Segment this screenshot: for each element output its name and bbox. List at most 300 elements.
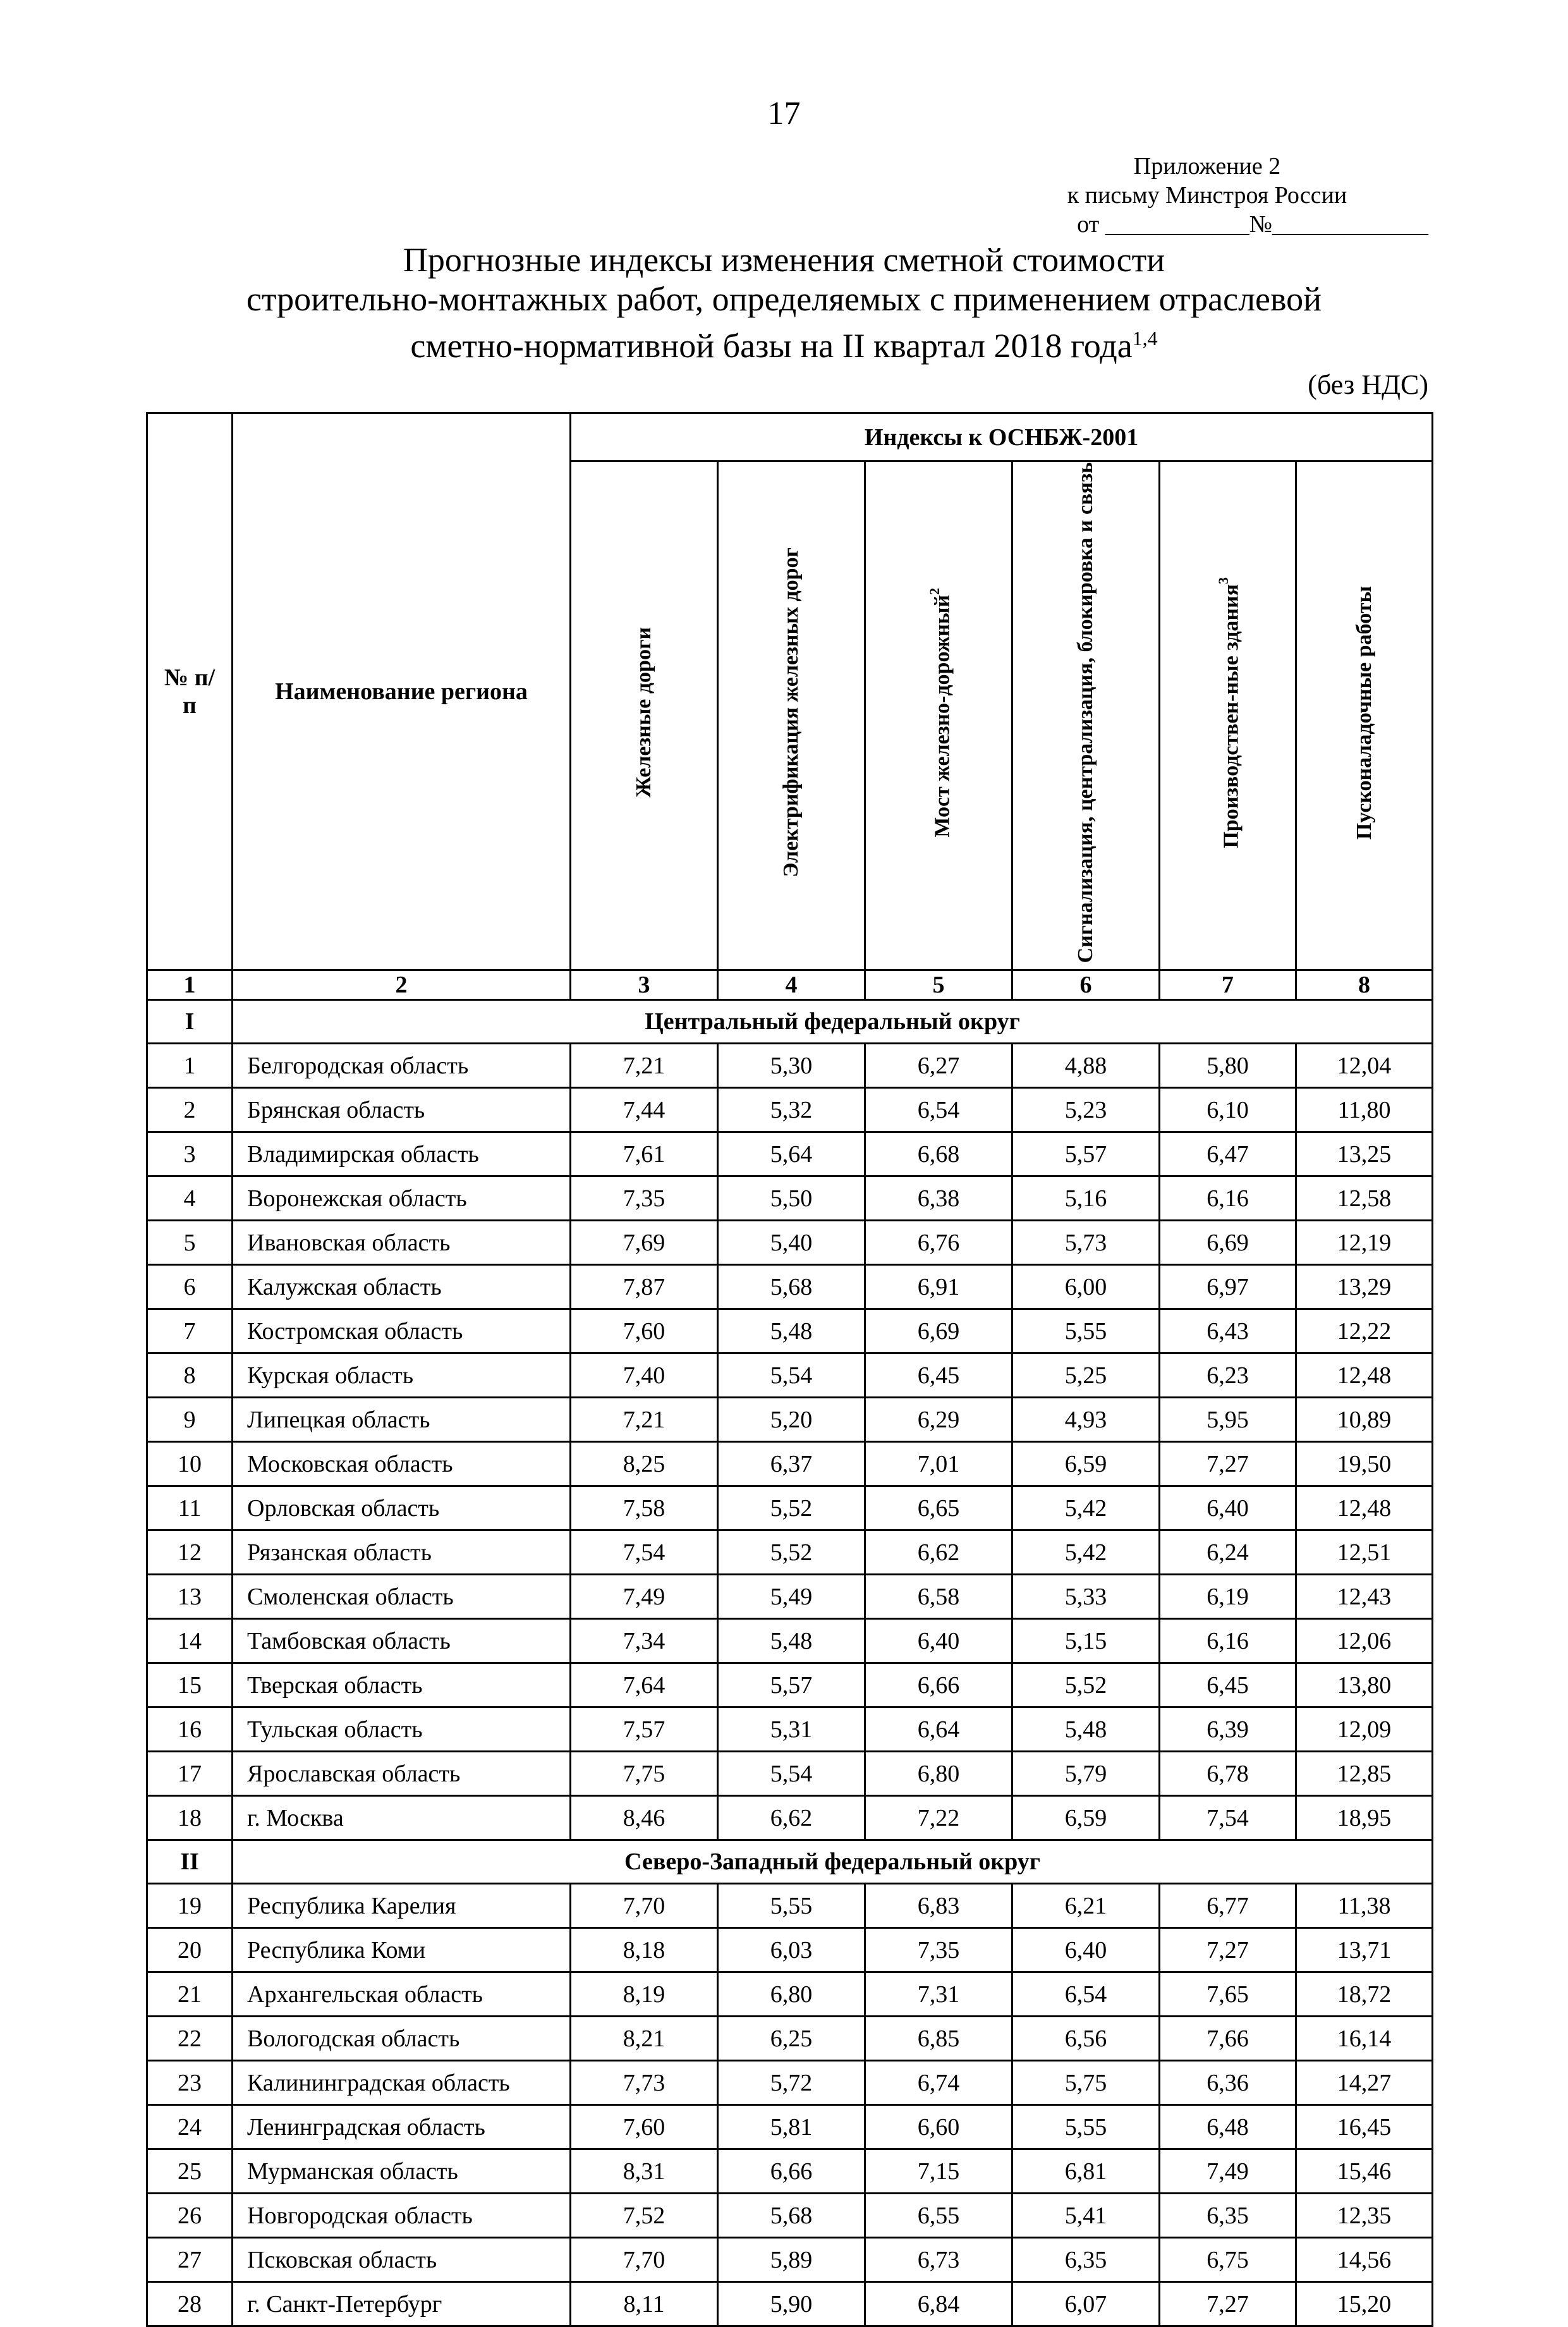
region-name: Ленинградская область [233, 2105, 571, 2149]
index-value: 12,58 [1296, 1176, 1433, 1221]
index-value: 7,57 [571, 1707, 718, 1752]
index-value: 7,27 [1160, 1928, 1296, 1972]
index-value: 6,73 [865, 2238, 1012, 2282]
index-value: 6,40 [1160, 1486, 1296, 1530]
index-value: 6,23 [1160, 1353, 1296, 1398]
row-number: 17 [147, 1752, 233, 1796]
index-value: 6,62 [865, 1530, 1012, 1575]
region-name: Вологодская область [233, 2017, 571, 2061]
index-value: 6,48 [1160, 2105, 1296, 2149]
index-value: 6,76 [865, 1221, 1012, 1265]
index-value: 12,22 [1296, 1309, 1433, 1353]
index-value: 12,35 [1296, 2194, 1433, 2238]
table-row [147, 1398, 1433, 1442]
index-value: 5,64 [718, 1132, 865, 1176]
index-value: 5,54 [718, 1752, 865, 1796]
table-row [147, 2149, 1433, 2194]
table-row [147, 1132, 1433, 1176]
district-row [147, 1000, 1433, 1044]
index-value: 6,21 [1012, 1884, 1160, 1928]
region-name: Липецкая область [233, 1398, 571, 1442]
district-name: Северо-Западный федеральный округ [233, 1840, 1433, 1884]
index-value: 6,54 [865, 1088, 1012, 1132]
appendix-line-2: к письму Минстроя России [1067, 182, 1347, 209]
index-value: 13,25 [1296, 1132, 1433, 1176]
price-index-table [146, 412, 1433, 2327]
index-value: 5,80 [1160, 1044, 1296, 1088]
index-value: 13,71 [1296, 1928, 1433, 1972]
index-value: 5,20 [718, 1398, 865, 1442]
index-value: 12,04 [1296, 1044, 1433, 1088]
col-header-index-label [1211, 577, 1244, 848]
region-name: Калужская область [233, 1265, 571, 1309]
index-value: 7,73 [571, 2061, 718, 2105]
index-value: 6,58 [865, 1575, 1012, 1619]
index-value: 8,19 [571, 1972, 718, 2017]
index-value: 5,55 [1012, 2105, 1160, 2149]
column-number: 3 [571, 970, 718, 1000]
index-value: 7,35 [571, 1176, 718, 1221]
index-value: 6,45 [865, 1353, 1012, 1398]
index-value: 8,25 [571, 1442, 718, 1486]
index-value: 6,24 [1160, 1530, 1296, 1575]
row-number: 19 [147, 1884, 233, 1928]
index-value: 7,27 [1160, 1442, 1296, 1486]
row-number: 14 [147, 1619, 233, 1663]
index-value: 6,55 [865, 2194, 1012, 2238]
index-value: 6,97 [1160, 1265, 1296, 1309]
index-value: 5,25 [1012, 1353, 1160, 1398]
column-number: 5 [865, 970, 1012, 1000]
row-number: 16 [147, 1707, 233, 1752]
index-value: 6,69 [1160, 1221, 1296, 1265]
region-name: Мурманская область [233, 2149, 571, 2194]
row-number: 6 [147, 1265, 233, 1309]
index-value: 7,58 [571, 1486, 718, 1530]
column-number: 7 [1160, 970, 1296, 1000]
index-value: 5,55 [718, 1884, 865, 1928]
index-value: 7,21 [571, 1044, 718, 1088]
row-number: 8 [147, 1353, 233, 1398]
region-name: Смоленская область [233, 1575, 571, 1619]
index-value: 6,45 [1160, 1663, 1296, 1707]
region-name: Московская область [233, 1442, 571, 1486]
row-number: 21 [147, 1972, 233, 2017]
region-name: Костромская область [233, 1309, 571, 1353]
table-row [147, 2105, 1433, 2149]
region-name: Орловская область [233, 1486, 571, 1530]
index-value: 6,37 [718, 1442, 865, 1486]
index-value: 6,38 [865, 1176, 1012, 1221]
table-row [147, 2194, 1433, 2238]
index-value: 12,48 [1296, 1486, 1433, 1530]
index-value: 5,73 [1012, 1221, 1160, 1265]
index-value: 15,46 [1296, 2149, 1433, 2194]
index-value: 6,91 [865, 1265, 1012, 1309]
col-header-footnote-mark: 2 [926, 587, 942, 595]
column-number: 6 [1012, 970, 1160, 1000]
index-value: 14,27 [1296, 2061, 1433, 2105]
index-value: 7,01 [865, 1442, 1012, 1486]
table-row [147, 1752, 1433, 1796]
index-value: 5,68 [718, 1265, 865, 1309]
table-row [147, 1796, 1433, 1840]
row-number: 12 [147, 1530, 233, 1575]
title-line-2: строительно-монтажных работ, определяемых с применением отраслевой [246, 280, 1322, 318]
region-name: Новгородская область [233, 2194, 571, 2238]
region-name: Тверская область [233, 1663, 571, 1707]
index-value: 6,74 [865, 2061, 1012, 2105]
district-number: I [147, 1000, 233, 1044]
index-value: 6,59 [1012, 1442, 1160, 1486]
col-header-index-text: Пусконаладочные работы [1352, 585, 1376, 840]
index-value: 6,07 [1012, 2282, 1160, 2326]
table-row [147, 2282, 1433, 2326]
table-row [147, 1575, 1433, 1619]
row-number: 3 [147, 1132, 233, 1176]
index-value: 5,52 [718, 1530, 865, 1575]
index-value: 12,19 [1296, 1221, 1433, 1265]
col-header-index-3 [571, 461, 718, 970]
no-vat-note: (без НДС) [1308, 369, 1428, 400]
row-number: 26 [147, 2194, 233, 2238]
index-value: 6,35 [1012, 2238, 1160, 2282]
table-row [147, 1486, 1433, 1530]
index-value: 5,54 [718, 1353, 865, 1398]
row-number: 9 [147, 1398, 233, 1442]
col-header-index-label [1352, 586, 1377, 840]
index-value: 6,56 [1012, 2017, 1160, 2061]
index-value: 7,21 [571, 1398, 718, 1442]
index-value: 6,80 [718, 1972, 865, 2017]
col-header-index-label [779, 547, 804, 877]
district-row [147, 1840, 1433, 1884]
index-value: 8,46 [571, 1796, 718, 1840]
index-value: 11,80 [1296, 1088, 1433, 1132]
col-header-index-text: Сигнализация, централизация, блокировка и связь [1074, 462, 1097, 963]
index-value: 5,48 [718, 1619, 865, 1663]
index-value: 14,56 [1296, 2238, 1433, 2282]
index-value: 13,29 [1296, 1265, 1433, 1309]
table-row [147, 1265, 1433, 1309]
index-value: 16,14 [1296, 2017, 1433, 2061]
table-row [147, 1619, 1433, 1663]
index-value: 6,40 [1012, 1928, 1160, 1972]
index-value: 5,49 [718, 1575, 865, 1619]
index-value: 5,50 [718, 1176, 865, 1221]
page-number: 17 [767, 95, 801, 131]
row-number: 4 [147, 1176, 233, 1221]
column-number-row [147, 970, 1433, 1000]
index-value: 6,68 [865, 1132, 1012, 1176]
index-value: 6,00 [1012, 1265, 1160, 1309]
region-name: Белгородская область [233, 1044, 571, 1088]
row-number: 15 [147, 1663, 233, 1707]
table-row [147, 1707, 1433, 1752]
region-name: Владимирская область [233, 1132, 571, 1176]
table-row [147, 2061, 1433, 2105]
table-body [147, 970, 1433, 2326]
region-name: г. Москва [233, 1796, 571, 1840]
index-value: 5,15 [1012, 1619, 1160, 1663]
table-row [147, 1884, 1433, 1928]
index-value: 5,42 [1012, 1486, 1160, 1530]
region-name: Брянская область [233, 1088, 571, 1132]
index-value: 5,55 [1012, 1309, 1160, 1353]
table-row [147, 1353, 1433, 1398]
column-number: 2 [233, 970, 571, 1000]
title-footnote-mark: 1,4 [1132, 327, 1158, 350]
index-value: 6,10 [1160, 1088, 1296, 1132]
index-value: 6,85 [865, 2017, 1012, 2061]
index-value: 5,57 [718, 1663, 865, 1707]
index-value: 6,35 [1160, 2194, 1296, 2238]
col-header-index-5 [865, 461, 1012, 970]
index-value: 18,95 [1296, 1796, 1433, 1840]
column-number: 4 [718, 970, 865, 1000]
col-header-number: № п/п [147, 413, 233, 970]
index-value: 6,69 [865, 1309, 1012, 1353]
index-value: 7,75 [571, 1752, 718, 1796]
index-value: 7,61 [571, 1132, 718, 1176]
table-row [147, 2238, 1433, 2282]
index-value: 10,89 [1296, 1398, 1433, 1442]
col-header-index-text: Мост железно-дорожный [930, 594, 954, 838]
index-value: 7,87 [571, 1265, 718, 1309]
index-value: 5,68 [718, 2194, 865, 2238]
index-value: 6,40 [865, 1619, 1012, 1663]
column-number: 8 [1296, 970, 1433, 1000]
district-name: Центральный федеральный округ [233, 1000, 1433, 1044]
row-number: 5 [147, 1221, 233, 1265]
index-value: 19,50 [1296, 1442, 1433, 1486]
title-line-3-text: сметно-нормативной базы на II квартал 2018 года [410, 327, 1133, 365]
index-value: 7,49 [571, 1575, 718, 1619]
table-row [147, 1972, 1433, 2017]
col-header-index-text: Электрификация железных дорог [779, 547, 803, 877]
table-row [147, 1928, 1433, 1972]
index-value: 7,35 [865, 1928, 1012, 1972]
index-value: 6,83 [865, 1884, 1012, 1928]
index-value: 6,60 [865, 2105, 1012, 2149]
index-value: 6,27 [865, 1044, 1012, 1088]
index-value: 6,81 [1012, 2149, 1160, 2194]
appendix-reference [986, 152, 1428, 239]
row-number: 24 [147, 2105, 233, 2149]
index-value: 8,11 [571, 2282, 718, 2326]
index-value: 6,84 [865, 2282, 1012, 2326]
index-value: 5,42 [1012, 1530, 1160, 1575]
index-value: 7,65 [1160, 1972, 1296, 2017]
index-value: 7,60 [571, 2105, 718, 2149]
index-value: 5,23 [1012, 1088, 1160, 1132]
index-value: 7,27 [1160, 2282, 1296, 2326]
col-header-region: Наименование региона [233, 413, 571, 970]
index-value: 6,43 [1160, 1309, 1296, 1353]
row-number: 2 [147, 1088, 233, 1132]
row-number: 23 [147, 2061, 233, 2105]
index-value: 7,54 [571, 1530, 718, 1575]
index-value: 7,70 [571, 1884, 718, 1928]
index-value: 7,64 [571, 1663, 718, 1707]
index-value: 6,59 [1012, 1796, 1160, 1840]
row-number: 18 [147, 1796, 233, 1840]
region-name: Курская область [233, 1353, 571, 1398]
index-value: 6,19 [1160, 1575, 1296, 1619]
index-value: 5,89 [718, 2238, 865, 2282]
table-row [147, 1663, 1433, 1707]
index-value: 12,51 [1296, 1530, 1433, 1575]
index-value: 5,32 [718, 1088, 865, 1132]
region-name: Калининградская область [233, 2061, 571, 2105]
appendix-line-3: от ____________№_____________ [1077, 211, 1428, 238]
index-value: 7,70 [571, 2238, 718, 2282]
index-value: 6,29 [865, 1398, 1012, 1442]
index-value: 12,06 [1296, 1619, 1433, 1663]
col-header-index-text: Железные дороги [632, 627, 655, 798]
index-value: 6,03 [718, 1928, 865, 1972]
row-number: 25 [147, 2149, 233, 2194]
index-value: 5,41 [1012, 2194, 1160, 2238]
row-number: 22 [147, 2017, 233, 2061]
index-value: 16,45 [1296, 2105, 1433, 2149]
index-value: 6,25 [718, 2017, 865, 2061]
index-value: 4,88 [1012, 1044, 1160, 1088]
index-value: 7,66 [1160, 2017, 1296, 2061]
index-value: 7,54 [1160, 1796, 1296, 1840]
index-value: 6,47 [1160, 1132, 1296, 1176]
index-value: 5,52 [718, 1486, 865, 1530]
col-header-index-7 [1160, 461, 1296, 970]
index-value: 5,75 [1012, 2061, 1160, 2105]
row-number: 27 [147, 2238, 233, 2282]
table-row [147, 1044, 1433, 1088]
index-value: 6,66 [718, 2149, 865, 2194]
region-name: Ярославская область [233, 1752, 571, 1796]
table-row [147, 1221, 1433, 1265]
title-line-1: Прогнозные индексы изменения сметной стоимости [403, 241, 1165, 279]
col-header-index-label [631, 627, 657, 798]
index-value: 6,39 [1160, 1707, 1296, 1752]
index-value: 6,80 [865, 1752, 1012, 1796]
col-header-index-label [922, 588, 955, 838]
index-value: 5,81 [718, 2105, 865, 2149]
index-value: 7,22 [865, 1796, 1012, 1840]
region-name: Тульская область [233, 1707, 571, 1752]
table-row [147, 1088, 1433, 1132]
index-value: 12,43 [1296, 1575, 1433, 1619]
title-line-3 [0, 319, 1568, 365]
region-name: г. Санкт-Петербург [233, 2282, 571, 2326]
index-value: 6,77 [1160, 1884, 1296, 1928]
index-value: 5,95 [1160, 1398, 1296, 1442]
index-value: 5,30 [718, 1044, 865, 1088]
index-value: 7,31 [865, 1972, 1012, 2017]
index-value: 5,90 [718, 2282, 865, 2326]
index-value: 6,66 [865, 1663, 1012, 1707]
col-header-index-6 [1012, 461, 1160, 970]
index-value: 13,80 [1296, 1663, 1433, 1707]
index-value: 4,93 [1012, 1398, 1160, 1442]
index-value: 7,15 [865, 2149, 1012, 2194]
index-value: 6,54 [1012, 1972, 1160, 2017]
index-value: 6,16 [1160, 1619, 1296, 1663]
index-value: 5,79 [1012, 1752, 1160, 1796]
region-name: Архангельская область [233, 1972, 571, 2017]
index-value: 6,16 [1160, 1176, 1296, 1221]
col-header-group: Индексы к ОСНБЖ-2001 [571, 413, 1433, 461]
index-value: 7,52 [571, 2194, 718, 2238]
index-value: 7,40 [571, 1353, 718, 1398]
index-value: 18,72 [1296, 1972, 1433, 2017]
index-value: 5,52 [1012, 1663, 1160, 1707]
index-value: 5,48 [1012, 1707, 1160, 1752]
region-name: Псковская область [233, 2238, 571, 2282]
index-value: 6,62 [718, 1796, 865, 1840]
region-name: Республика Коми [233, 1928, 571, 1972]
region-name: Рязанская область [233, 1530, 571, 1575]
index-value: 5,57 [1012, 1132, 1160, 1176]
row-number: 11 [147, 1486, 233, 1530]
region-name: Воронежская область [233, 1176, 571, 1221]
table-row [147, 1530, 1433, 1575]
col-header-index-label [1073, 462, 1098, 963]
region-name: Ивановская область [233, 1221, 571, 1265]
index-value: 6,78 [1160, 1752, 1296, 1796]
index-value: 7,44 [571, 1088, 718, 1132]
row-number: 7 [147, 1309, 233, 1353]
index-value: 6,36 [1160, 2061, 1296, 2105]
index-value: 7,34 [571, 1619, 718, 1663]
index-value: 12,48 [1296, 1353, 1433, 1398]
row-number: 10 [147, 1442, 233, 1486]
table-row [147, 1309, 1433, 1353]
region-name: Тамбовская область [233, 1619, 571, 1663]
col-header-index-8 [1296, 461, 1433, 970]
index-value: 6,75 [1160, 2238, 1296, 2282]
index-value: 6,65 [865, 1486, 1012, 1530]
col-header-footnote-mark: 3 [1215, 577, 1232, 584]
row-number: 13 [147, 1575, 233, 1619]
table-row [147, 2017, 1433, 2061]
document-title [0, 240, 1568, 365]
table-row [147, 1176, 1433, 1221]
index-value: 8,31 [571, 2149, 718, 2194]
index-value: 7,49 [1160, 2149, 1296, 2194]
index-value: 15,20 [1296, 2282, 1433, 2326]
index-value: 5,72 [718, 2061, 865, 2105]
index-value: 11,38 [1296, 1884, 1433, 1928]
index-value: 5,40 [718, 1221, 865, 1265]
col-header-index-4 [718, 461, 865, 970]
index-value: 6,64 [865, 1707, 1012, 1752]
region-name: Республика Карелия [233, 1884, 571, 1928]
index-value: 12,09 [1296, 1707, 1433, 1752]
row-number: 1 [147, 1044, 233, 1088]
index-value: 8,21 [571, 2017, 718, 2061]
index-value: 7,69 [571, 1221, 718, 1265]
index-value: 5,16 [1012, 1176, 1160, 1221]
index-value: 5,33 [1012, 1575, 1160, 1619]
index-value: 12,85 [1296, 1752, 1433, 1796]
index-value: 5,31 [718, 1707, 865, 1752]
col-header-index-text: Производствен-ные здания [1219, 583, 1243, 848]
index-value: 7,60 [571, 1309, 718, 1353]
column-number: 1 [147, 970, 233, 1000]
index-value: 8,18 [571, 1928, 718, 1972]
district-number: II [147, 1840, 233, 1884]
index-value: 5,48 [718, 1309, 865, 1353]
